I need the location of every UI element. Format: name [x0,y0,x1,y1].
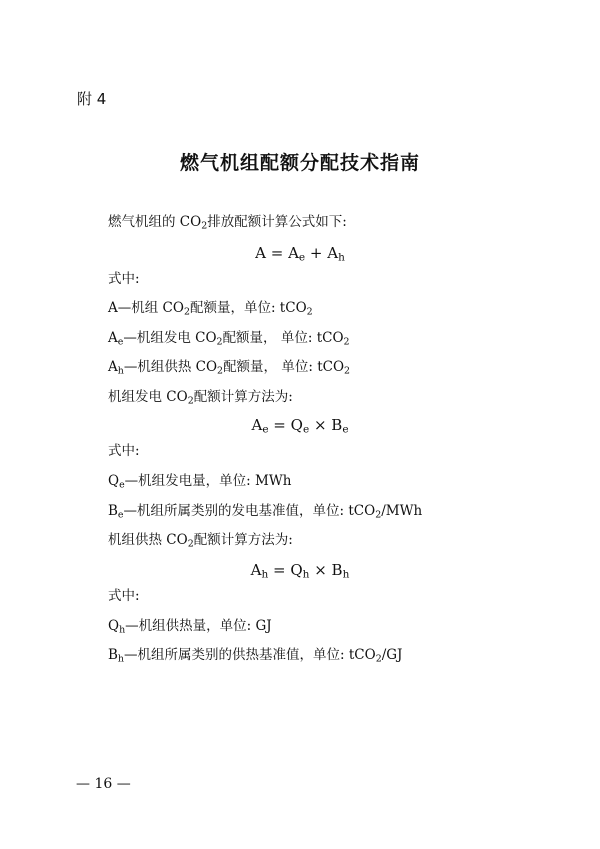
formula-heating [0,561,600,579]
f2-t1: Q [290,416,303,434]
heat-method-line [108,531,293,549]
def-ah-pre: —机组供热 CO [123,359,218,375]
f3-t2: B [331,561,343,579]
f1-t1: A [288,244,299,262]
def-qe-pre: —机组发电量，单位: MWh [124,473,292,489]
def-ae-post: 配额量， 单位: tCO [222,330,344,346]
definition-ae [108,329,350,347]
f2-lhs: A [251,416,263,434]
def-ae-unit-sub: 2 [343,336,350,348]
def-be-unit-sub: 2 [375,509,382,521]
def-a-sym: A [108,300,118,316]
formula-generation [0,416,600,434]
definition-be [108,502,422,520]
definition-bh [108,646,402,664]
def-ah-unit-sub: 2 [344,365,351,377]
def-ae-text-sub: 2 [216,336,223,348]
def-bh-sym-sub: h [117,653,125,665]
f1-op1: = [265,244,289,262]
heat-method-sub: 2 [187,538,194,550]
def-ah-post: 配额量， 单位: tCO [223,359,345,375]
heat-method-pre: 机组供热 CO [108,532,188,548]
heat-method-post: 配额计算方法为: [193,532,293,548]
f1-lhs: A [255,244,266,262]
f3-t1-sub: h [302,568,310,581]
formula-total [0,244,600,262]
def-ah-sym: A [108,359,118,375]
f1-op2: + [305,244,328,262]
f2-op2: × [309,416,332,434]
intro-pre: 燃气机组的 CO [108,214,202,230]
def-a-unit-sub: 2 [306,306,313,318]
where-label-3: 式中: [108,588,140,604]
def-qh-sym: Q [108,618,120,634]
def-qe-sym-sub: e [119,479,125,491]
f2-lhs-sub: e [262,423,269,436]
definition-qh [108,617,272,635]
f3-op2: × [309,561,332,579]
def-qh-sym-sub: h [119,624,126,636]
f1-t2: A [327,244,339,262]
def-qh-pre: —机组供热量，单位: GJ [125,618,272,634]
def-a-text-sub: 2 [183,306,190,318]
def-ae-pre: —机组发电 CO [123,330,217,346]
f1-t1-sub: e [298,251,306,264]
gen-method-post: 配额计算方法为: [193,389,293,405]
f2-t2: B [331,416,343,434]
def-be-sym: B [108,503,118,519]
where-label-2: 式中: [108,443,140,459]
f3-op1: = [268,561,291,579]
def-be-unit-post: /MWh [381,503,423,519]
f2-t1-sub: e [302,423,310,436]
def-ae-sym-sub: e [117,336,124,348]
def-ah-text-sub: 2 [217,365,224,377]
f3-t2-sub: h [342,568,350,581]
def-ae-sym: A [108,330,118,346]
def-bh-pre: —机组所属类别的供热基准值，单位: tCO [124,647,376,663]
page-title: 燃气机组配额分配技术指南 [179,152,420,174]
definition-qe [108,472,291,490]
def-ah-sym-sub: h [117,365,124,377]
gen-method-pre: 机组发电 CO [108,389,188,405]
def-a-pre: —机组 CO [117,300,184,316]
f3-lhs: A [250,561,262,579]
f2-t2-sub: e [342,423,349,436]
def-be-sym-sub: e [117,509,124,521]
f1-t2-sub: h [338,251,345,264]
annex-label: 附 4 [77,90,107,108]
gen-method-sub: 2 [187,395,194,407]
def-bh-sym: B [108,647,118,663]
intro-sub: 2 [201,220,208,232]
def-be-pre: —机组所属类别的发电基准值，单位: tCO [123,503,376,519]
where-label-1: 式中: [108,271,140,287]
definition-ah [108,358,350,376]
def-bh-unit-post: /GJ [381,647,403,663]
page-number: — 16 — [76,776,131,792]
intro-post: 排放配额计算公式如下: [207,214,347,230]
f3-t1: Q [290,561,303,579]
def-bh-unit-sub: 2 [375,653,382,665]
definition-a [108,299,313,317]
def-a-post: 配额量，单位: tCO [189,300,307,316]
generation-method-line [108,388,293,406]
f2-op1: = [268,416,291,434]
intro-line [108,213,347,231]
f3-lhs-sub: h [261,568,269,581]
def-qe-sym: Q [108,473,120,489]
